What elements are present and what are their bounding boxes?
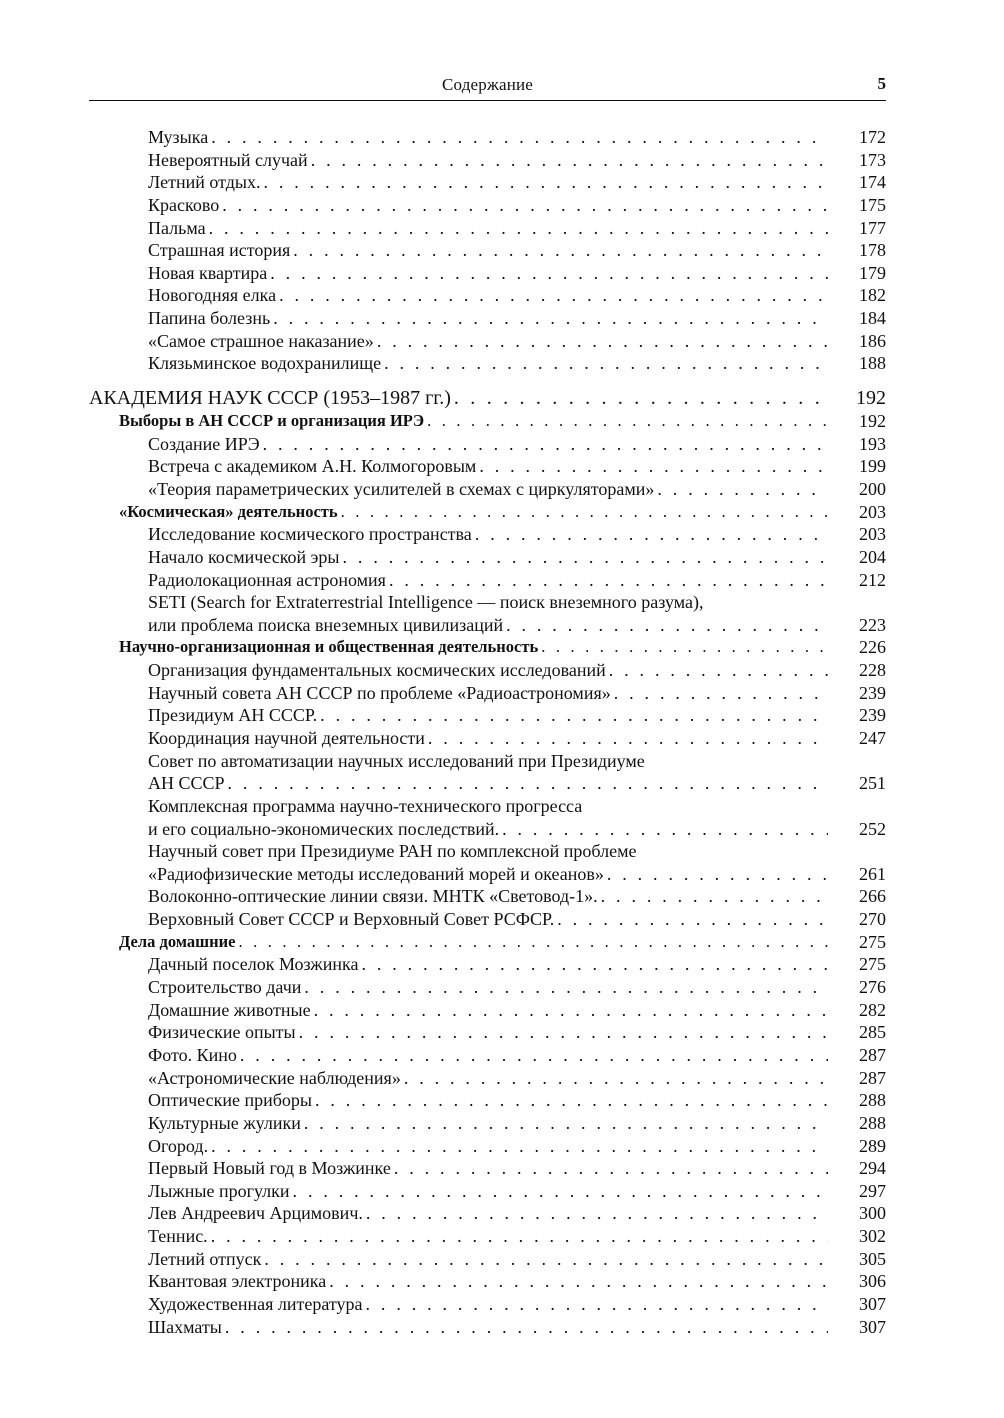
toc-entry[interactable]	[89, 953, 886, 976]
toc-leader	[235, 931, 828, 954]
toc-leader	[425, 727, 828, 750]
toc-entry-page: 179	[859, 262, 886, 283]
toc-entry[interactable]	[89, 614, 886, 637]
toc-entry-title: Невероятный случай	[148, 149, 308, 170]
toc-entry[interactable]	[89, 1112, 886, 1135]
toc-leader	[606, 659, 828, 682]
toc-entry-title: АКАДЕМИЯ НАУК СССР (1953–1987 гг.)	[89, 387, 451, 410]
toc-entry[interactable]	[89, 433, 886, 456]
toc-leader	[363, 1202, 828, 1225]
toc-entry-title: Домашние животные	[148, 999, 311, 1020]
toc-entry-title: Верховный Совет СССР и Верховный Совет РСФСР.	[148, 909, 555, 930]
toc-leader	[317, 704, 828, 727]
toc-entry[interactable]	[89, 239, 886, 262]
toc-entry[interactable]	[89, 863, 886, 886]
toc-entry[interactable]	[89, 682, 886, 705]
toc-entry-title: Дела домашние	[119, 931, 236, 951]
toc-entry[interactable]	[89, 262, 886, 285]
toc-entry-page: 294	[859, 1158, 886, 1179]
toc-entry[interactable]	[89, 1135, 886, 1158]
toc-entry-title: Координация научной деятельности	[148, 728, 425, 748]
toc-entry-title: Шахматы	[148, 1316, 222, 1337]
toc-entry-page: 297	[859, 1180, 886, 1201]
toc-entry-page: 186	[859, 330, 886, 351]
toc-leader	[208, 1225, 828, 1248]
toc-entry[interactable]	[89, 149, 886, 172]
toc-entry-page: 223	[859, 614, 886, 635]
toc-entry-first-line[interactable]	[89, 591, 886, 614]
running-title: Содержание	[441, 75, 534, 94]
toc-leader	[554, 908, 828, 931]
toc-entry[interactable]	[89, 478, 886, 501]
toc-entry-page: 287	[859, 1044, 886, 1065]
toc-entry-title: Организация фундаментальных космических исследований	[148, 660, 606, 681]
toc-entry-page: 212	[859, 569, 886, 590]
toc-entry-page: 184	[859, 308, 886, 329]
toc-entry[interactable]	[89, 976, 886, 999]
toc-entry-title: Лев Андреевич Арцимович.	[148, 1203, 363, 1224]
toc-entry[interactable]	[89, 330, 886, 353]
toc-entry[interactable]	[89, 908, 886, 931]
toc-entry[interactable]	[89, 194, 886, 217]
toc-entry-title: «Космическая» деятельность	[119, 501, 338, 521]
toc-entry[interactable]	[89, 1248, 886, 1271]
toc-leader	[538, 636, 828, 659]
toc-entry-title: Огород.	[148, 1135, 209, 1156]
toc-entry-title: Оптические приборы	[148, 1090, 312, 1111]
toc-entry-title: «Теория параметрических усилителей в схемах с циркуляторами»	[148, 478, 655, 499]
toc-part-heading[interactable]	[89, 386, 886, 410]
toc-entry[interactable]	[89, 352, 886, 375]
toc-leader	[261, 1248, 828, 1271]
toc-entry-page: 178	[859, 240, 886, 261]
toc-leader	[296, 1021, 828, 1044]
toc-entry-title: Научный совета АН СССР по проблеме «Радиоастрономия»	[148, 682, 611, 703]
toc-entry-page: 175	[859, 194, 886, 215]
toc-entry-page: 276	[859, 977, 886, 998]
toc-entry-title: или проблема поиска внеземных цивилизаций	[148, 614, 504, 635]
toc-entry-page: 173	[859, 149, 886, 170]
toc-entry-page: 305	[859, 1248, 886, 1269]
toc-entry-page: 239	[859, 682, 886, 703]
toc-entry-title: Строительство дачи	[148, 977, 302, 998]
toc-entry-page: 285	[859, 1022, 886, 1043]
toc-entry-title: «Астрономические наблюдения»	[148, 1067, 401, 1088]
toc-entry-page: 270	[859, 909, 886, 930]
toc-entry-page: 204	[859, 546, 886, 567]
toc-entry-title: Красково	[148, 194, 220, 215]
toc-leader	[222, 1316, 828, 1339]
toc-entry-page: 174	[859, 172, 886, 193]
toc-entry-title: SETI (Search for Extraterrestrial Intelligence — поиск внеземного разума),	[148, 592, 704, 613]
toc-entry-title: Физические опыты	[148, 1022, 296, 1043]
toc-entry[interactable]	[89, 772, 886, 795]
toc-entry[interactable]	[89, 1021, 886, 1044]
toc-entry-page: 200	[859, 478, 886, 499]
toc-leader	[326, 1270, 828, 1293]
toc-entry-title: Пальма	[148, 217, 206, 238]
toc-entry-page: 287	[859, 1067, 886, 1088]
page-header	[89, 72, 886, 101]
toc-entry[interactable]	[89, 171, 886, 194]
toc-leader	[604, 863, 828, 886]
toc-entry-page: 172	[859, 126, 886, 147]
toc-entry[interactable]	[89, 284, 886, 307]
toc-leader	[476, 455, 828, 478]
toc-entry-title: Научный совет при Президиуме РАН по комплексной проблеме	[148, 841, 637, 862]
toc-entry-title: Создание ИРЭ	[148, 433, 260, 454]
toc-entry-page: 177	[859, 217, 886, 238]
toc-entry-title: Страшная история	[148, 240, 291, 261]
toc-entry-title: Радиолокационная астрономия	[148, 569, 386, 590]
toc-entry-title: Научно-организационная и общественная деятельность	[119, 637, 539, 657]
toc-entry[interactable]	[89, 1202, 886, 1225]
toc-entry-page: 275	[859, 954, 886, 975]
toc-leader	[237, 1044, 828, 1067]
toc-chapter[interactable]	[89, 410, 886, 433]
toc-leader	[401, 1067, 828, 1090]
toc-entry[interactable]	[89, 217, 886, 240]
toc-leader	[424, 410, 828, 433]
toc-leader	[290, 1180, 828, 1203]
toc-entry[interactable]	[89, 727, 886, 750]
toc-entry-title: Новая квартира	[148, 262, 268, 283]
toc-entry-page: 266	[859, 886, 886, 907]
toc-entry-page: 288	[859, 1112, 886, 1133]
toc-entry-title: Летний отпуск	[148, 1248, 262, 1269]
toc-entry-first-line[interactable]	[89, 750, 886, 773]
toc-entry[interactable]	[89, 455, 886, 478]
toc-entry-title: «Радиофизические методы исследований морей и океанов»	[148, 863, 604, 884]
toc-leader	[267, 262, 828, 285]
toc-chapter[interactable]	[89, 931, 886, 954]
toc-chapter[interactable]	[89, 501, 886, 524]
toc-entry-page: 203	[859, 501, 886, 522]
toc-leader	[374, 330, 828, 353]
toc-entry-page: 188	[859, 353, 886, 374]
toc-leader	[260, 433, 828, 456]
toc-entry[interactable]	[89, 1316, 886, 1339]
toc-entry-title: Выборы в АН СССР и организация ИРЭ	[119, 411, 425, 431]
toc-entry[interactable]	[89, 523, 886, 546]
toc-entry-page: 252	[859, 818, 886, 839]
toc-entry-title: АН СССР	[148, 773, 225, 794]
toc-leader	[290, 239, 828, 262]
toc-entry-page: 239	[859, 705, 886, 726]
toc-entry[interactable]	[89, 1225, 886, 1248]
toc-entry-page: 228	[859, 660, 886, 681]
toc-entry[interactable]	[89, 1270, 886, 1293]
toc-entry-page: 203	[859, 524, 886, 545]
toc-leader	[391, 1157, 828, 1180]
toc-entry-title: «Самое страшное наказание»	[148, 330, 374, 351]
toc-entry[interactable]	[89, 1044, 886, 1067]
toc-leader	[311, 999, 828, 1022]
toc-leader	[358, 953, 828, 976]
toc-entry-page: 251	[859, 773, 886, 794]
toc-entry-page: 199	[859, 456, 886, 477]
toc-entry-title: Музыка	[148, 126, 209, 147]
toc-leader	[598, 885, 828, 908]
toc-entry-page: 192	[859, 411, 886, 432]
toc-entry-page: 307	[859, 1294, 886, 1315]
toc-entry-page: 261	[859, 863, 886, 884]
toc-leader	[654, 478, 828, 501]
toc-leader	[363, 1293, 828, 1316]
toc-leader	[381, 352, 828, 375]
toc-leader	[472, 523, 828, 546]
toc-entry[interactable]	[89, 1180, 886, 1203]
toc-entry[interactable]	[89, 126, 886, 149]
toc-entry-title: Теннис.	[148, 1226, 208, 1247]
toc-entry-page: 306	[859, 1271, 886, 1292]
toc-entry[interactable]	[89, 999, 886, 1022]
toc-entry[interactable]	[89, 704, 886, 727]
toc-leader	[301, 1112, 828, 1135]
toc-leader	[219, 194, 828, 217]
toc-leader	[225, 772, 828, 795]
toc-entry-title: Квантовая электроника	[148, 1271, 327, 1292]
toc-entry-page: 307	[859, 1316, 886, 1337]
toc-entry-first-line[interactable]	[89, 795, 886, 818]
toc-entry-title: Папина болезнь	[148, 308, 271, 329]
toc-entry-title: Культурные жулики	[148, 1112, 301, 1133]
toc-entry-title: Новогодняя елка	[148, 285, 277, 306]
toc-entry[interactable]	[89, 307, 886, 330]
toc-entry-page: 193	[859, 433, 886, 454]
toc-entry[interactable]	[89, 818, 886, 841]
toc-leader	[276, 284, 828, 307]
page-number: 5	[877, 74, 886, 93]
toc-leader	[312, 1089, 828, 1112]
toc-entry[interactable]	[89, 569, 886, 592]
toc-leader	[611, 682, 828, 705]
toc-entry-page: 288	[859, 1090, 886, 1111]
toc-entry-title: Художественная литература	[148, 1294, 363, 1315]
toc-leader	[338, 501, 828, 524]
toc-entry[interactable]	[89, 546, 886, 569]
toc-entry-title: Лыжные прогулки	[148, 1180, 290, 1201]
toc-leader	[499, 818, 828, 841]
toc-entry-page: 275	[859, 931, 886, 952]
toc-leader	[503, 614, 828, 637]
toc-leader	[451, 386, 828, 410]
toc-entry-page: 282	[859, 999, 886, 1020]
toc-entry-title: и его социально-экономических последствий.	[148, 818, 500, 839]
toc-entry[interactable]	[89, 886, 886, 909]
toc-entry-page: 247	[859, 728, 886, 748]
toc-entry-page: 192	[856, 387, 886, 410]
toc-leader	[386, 569, 828, 592]
toc-entry-title: Клязьминское водохранилище	[148, 353, 382, 374]
toc-leader	[260, 171, 828, 194]
toc-leader	[208, 126, 828, 149]
toc-entry-page: 226	[859, 637, 886, 658]
toc-entry-title: Совет по автоматизации научных исследований при Президиуме	[148, 750, 645, 771]
toc-entry-page: 302	[859, 1226, 886, 1247]
toc-entry-first-line[interactable]	[89, 840, 886, 863]
toc-entry-title: Начало космической эры	[148, 546, 340, 567]
toc-leader	[206, 217, 828, 240]
toc-entry[interactable]	[89, 1067, 886, 1090]
toc-leader	[301, 976, 828, 999]
toc-entry[interactable]	[89, 659, 886, 682]
toc-entry-title: Встреча с академиком А.Н. Колмогоровым	[148, 456, 477, 477]
toc-entry-page: 289	[859, 1135, 886, 1156]
toc-entry-title: Дачный поселок Мозжинка	[148, 954, 359, 975]
toc-leader	[270, 307, 828, 330]
toc-leader	[340, 546, 828, 569]
toc-entry-title: Первый Новый год в Мозжинке	[148, 1158, 391, 1179]
toc-entry[interactable]	[89, 1157, 886, 1180]
toc-entry-title: Комплексная программа научно-технического прогресса	[148, 795, 583, 816]
table-of-contents	[89, 126, 886, 1338]
toc-entry-title: Исследование космического пространства	[148, 524, 472, 545]
toc-leader	[208, 1135, 828, 1158]
toc-entry-page: 300	[859, 1203, 886, 1224]
toc-entry[interactable]	[89, 1293, 886, 1316]
toc-entry-title: Фото. Кино	[148, 1044, 237, 1065]
toc-chapter[interactable]	[89, 636, 886, 659]
toc-entry-title: Волоконно-оптические линии связи. МНТК «Световод-1».	[148, 886, 598, 907]
toc-entry-page: 182	[859, 285, 886, 306]
toc-entry[interactable]	[89, 1089, 886, 1112]
toc-leader	[308, 149, 828, 172]
toc-entry-title: Летний отдых.	[148, 172, 261, 193]
toc-entry-title: Президиум АН СССР.	[148, 705, 318, 726]
